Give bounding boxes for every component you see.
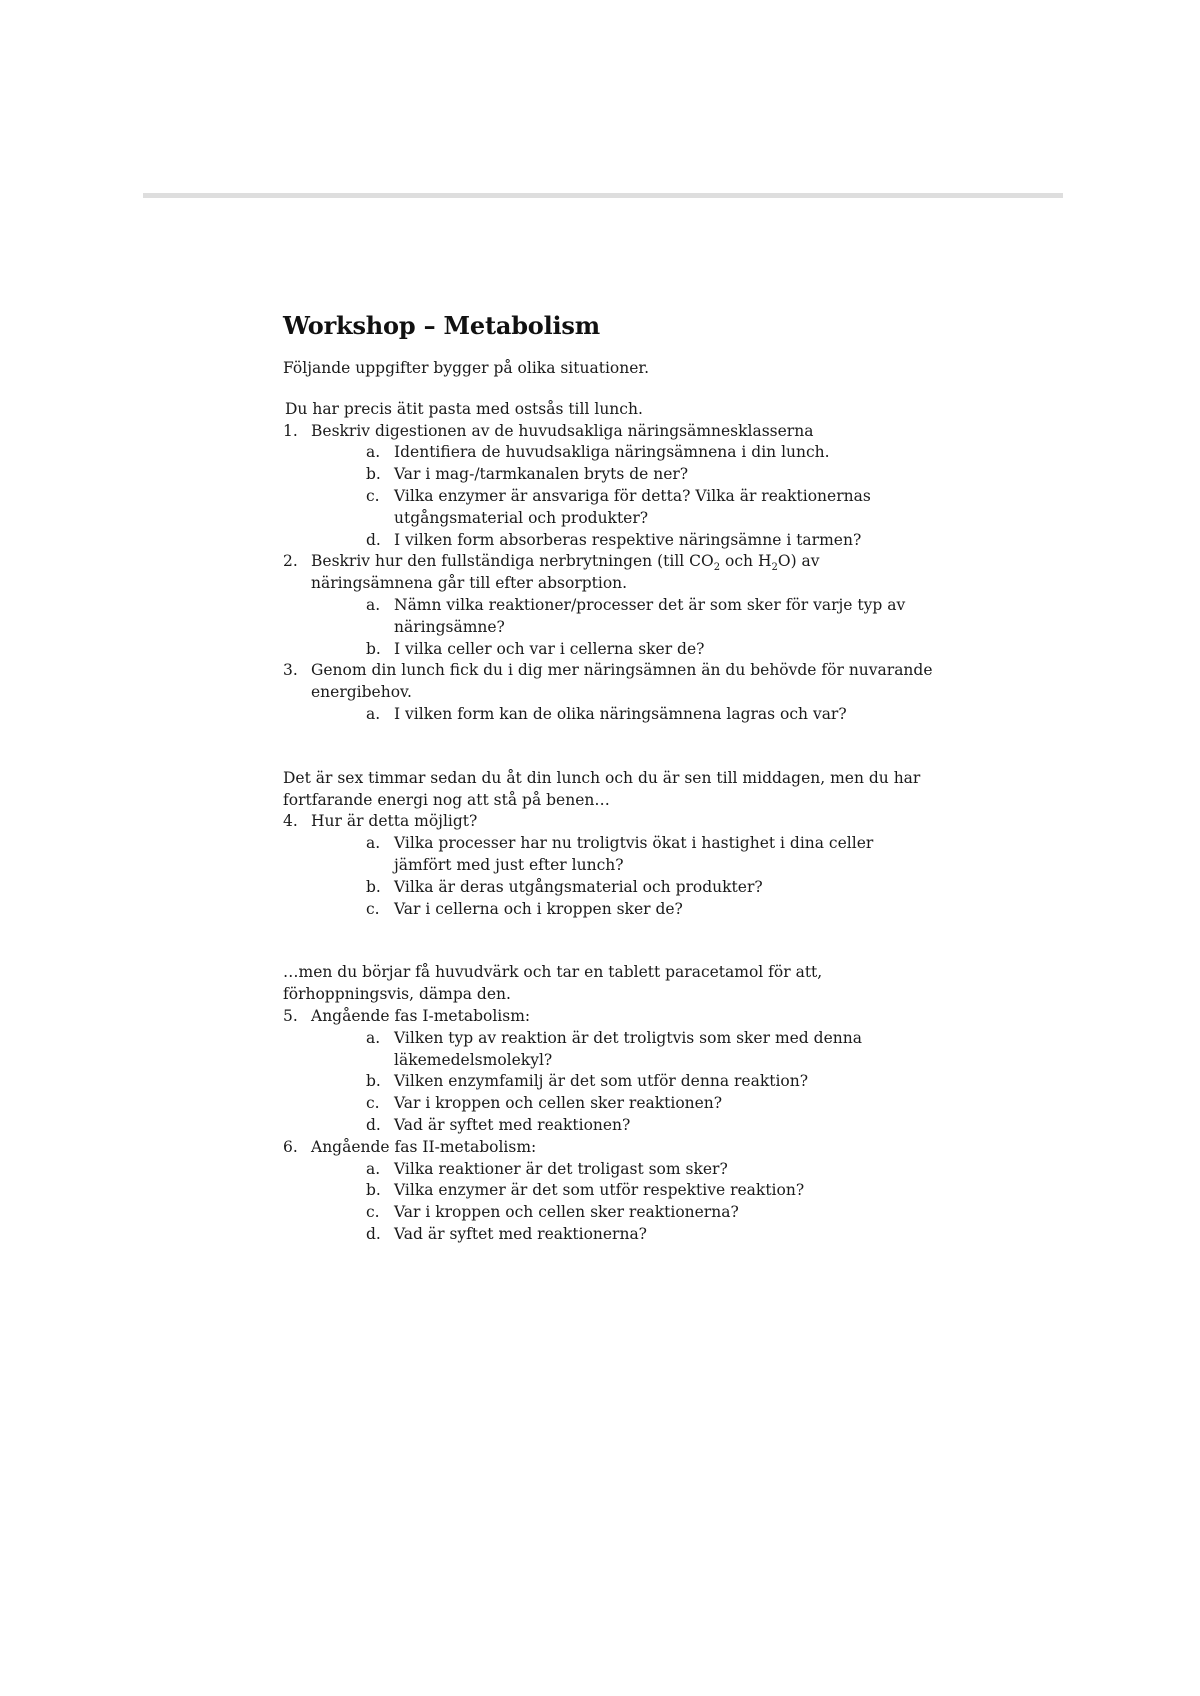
subquestion-text: Var i mag-/tarmkanalen bryts de ner? — [394, 465, 689, 484]
subquestion — [311, 442, 933, 464]
question-text: Angående fas I-metabolism: — [311, 1006, 531, 1025]
document-page — [283, 308, 933, 1246]
subscript: 2 — [713, 562, 721, 574]
subquestion — [311, 530, 933, 552]
intro-text: Följande uppgifter bygger på olika situationer. — [283, 359, 650, 377]
subquestion-text: Vilken typ av reaktion är det troligtvis som sker med denna läkemedelsmolekyl? — [394, 1028, 862, 1069]
subquestion-letter: b. — [366, 639, 381, 658]
subquestion-letter: c. — [366, 899, 380, 918]
subquestion-letter: b. — [366, 1072, 381, 1091]
subquestion-list — [311, 442, 933, 551]
question-number: 1. — [283, 421, 298, 440]
subquestion-list — [311, 833, 933, 920]
subquestion-letter: d. — [366, 1224, 381, 1243]
situation-3: …men du börjar få huvudvärk och tar en tablett paracetamol för att, förhoppningsvis, dämpa den. — [283, 963, 823, 1004]
subquestion — [311, 704, 933, 726]
subquestion-letter: b. — [366, 465, 381, 484]
subquestion-text: Vilka enzymer är det som utför respektive reaktion? — [394, 1181, 805, 1200]
subquestion-text: Vilka är deras utgångsmaterial och produkter? — [394, 877, 763, 896]
subquestion-text: Vilka enzymer är ansvariga för detta? Vilka är reaktionernas utgångsmaterial och produkter? — [394, 486, 871, 527]
subquestion — [311, 595, 933, 639]
question-4 — [283, 811, 933, 920]
question-list-1 — [283, 421, 933, 726]
subquestion-text: Identifiera de huvudsakliga näringsämnena i din lunch. — [394, 443, 830, 462]
top-divider — [143, 193, 1063, 198]
question-3 — [283, 660, 933, 725]
question-text-part: och H — [720, 552, 772, 571]
subquestion-text: I vilken form kan de olika näringsämnena lagras och var? — [394, 704, 847, 723]
subquestion-text: Vad är syftet med reaktionen? — [394, 1115, 631, 1134]
document-title: Workshop – Metabolism — [283, 311, 600, 340]
question-number: 4. — [283, 812, 298, 831]
situation-2: Det är sex timmar sedan du åt din lunch och du är sen till middagen, men du har fortfarande energi nog att stå på benen… — [283, 768, 921, 809]
question-1 — [283, 421, 933, 552]
question-list-2 — [283, 811, 933, 920]
subquestion-list — [311, 595, 933, 660]
question-number: 2. — [283, 552, 298, 571]
subquestion-list — [311, 1028, 933, 1137]
subquestion-text: Var i cellerna och i kroppen sker de? — [394, 899, 683, 918]
subquestion-text: Nämn vilka reaktioner/processer det är som sker för varje typ av näringsämne? — [394, 595, 906, 636]
question-text: Genom din lunch fick du i dig mer näringsämnen än du behövde för nuvarande energibehov. — [311, 661, 933, 702]
subquestion-text: Var i kroppen och cellen sker reaktionerna? — [394, 1203, 739, 1222]
subquestion — [311, 1202, 933, 1224]
subquestion — [311, 899, 933, 921]
subquestion — [311, 877, 933, 899]
subquestion-text: Vilka processer har nu troligtvis ökat i hastighet i dina celler jämfört med just efter lunch? — [394, 834, 874, 874]
subquestion-letter: a. — [366, 443, 381, 462]
subquestion — [311, 1180, 933, 1202]
subquestion-letter: b. — [366, 877, 381, 896]
subquestion-text: Vad är syftet med reaktionerna? — [394, 1224, 647, 1243]
subquestion — [311, 1093, 933, 1115]
subquestion — [311, 1115, 933, 1137]
subquestion-letter: c. — [366, 1203, 380, 1222]
subquestion-list — [311, 704, 933, 726]
question-list-3 — [283, 1006, 933, 1246]
situation-1: Du har precis ätit pasta med ostsås till lunch. — [285, 399, 643, 418]
question-5 — [283, 1006, 933, 1137]
subquestion — [311, 833, 933, 877]
subquestion-text: Var i kroppen och cellen sker reaktionen? — [394, 1094, 723, 1113]
subquestion-letter: c. — [366, 1094, 380, 1113]
subquestion — [311, 1028, 933, 1072]
subquestion-letter: a. — [366, 1028, 381, 1047]
question-text: Hur är detta möjligt? — [311, 812, 478, 831]
subquestion-letter: a. — [366, 1159, 381, 1178]
subquestion-text: I vilken form absorberas respektive näringsämne i tarmen? — [394, 530, 862, 549]
subquestion-text: I vilka celler och var i cellerna sker de? — [394, 639, 705, 658]
subquestion-text: Vilken enzymfamilj är det som utför denna reaktion? — [394, 1072, 809, 1091]
question-number: 6. — [283, 1137, 298, 1156]
question-2 — [283, 551, 933, 660]
question-number: 3. — [283, 661, 298, 680]
question-text-part: Beskriv hur den fullständiga nerbrytningen (till CO — [311, 552, 714, 571]
subquestion — [311, 1224, 933, 1246]
subquestion-letter: a. — [366, 595, 381, 614]
subquestion-letter: c. — [366, 486, 380, 505]
subquestion-letter: d. — [366, 530, 381, 549]
subquestion-list — [311, 1159, 933, 1246]
question-text: Angående fas II-metabolism: — [311, 1137, 537, 1156]
question-text-part: O) av näringsämnena går till efter absorption. — [311, 552, 820, 593]
question-text — [311, 552, 820, 592]
subquestion-letter: a. — [366, 834, 381, 853]
subquestion — [311, 1071, 933, 1093]
subquestion — [311, 486, 933, 530]
subquestion — [311, 464, 933, 486]
subquestion — [311, 639, 933, 661]
question-6 — [283, 1137, 933, 1246]
subquestion-text: Vilka reaktioner är det troligast som sker? — [394, 1159, 728, 1178]
question-number: 5. — [283, 1006, 298, 1025]
subscript: 2 — [771, 562, 778, 574]
subquestion-letter: d. — [366, 1115, 381, 1134]
question-text: Beskriv digestionen av de huvudsakliga näringsämnesklasserna — [311, 421, 814, 440]
subquestion-letter: b. — [366, 1181, 381, 1200]
subquestion-letter: a. — [366, 704, 381, 723]
subquestion — [311, 1159, 933, 1181]
